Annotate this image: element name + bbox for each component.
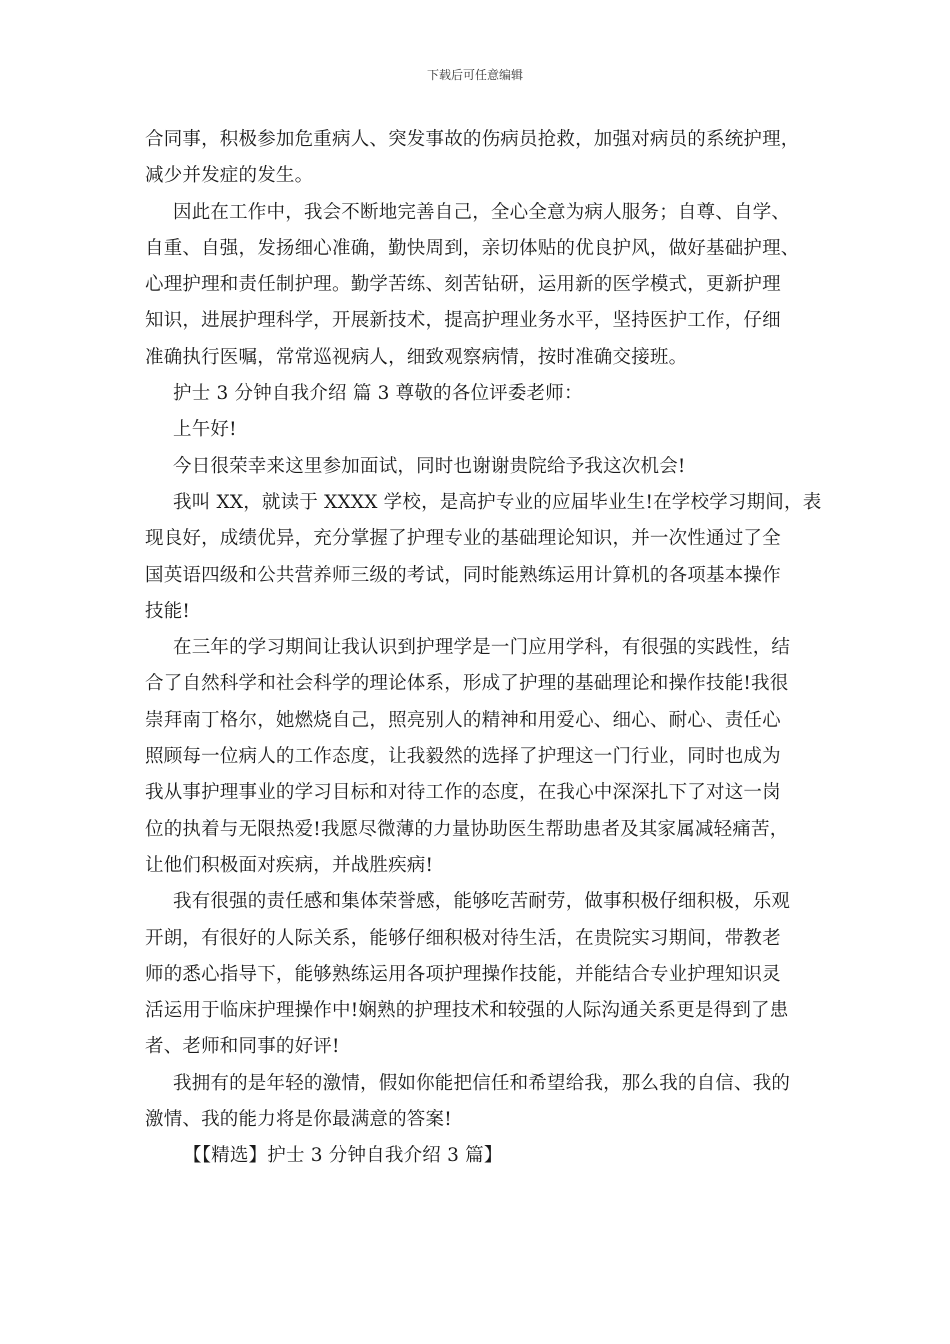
text-line: 位的执着与无限热爱!我愿尽微薄的力量协助医生帮助患者及其家属减轻痛苦， bbox=[145, 818, 789, 840]
text-line: 心理护理和责任制护理。勤学苦练、刻苦钻研，运用新的医学模式，更新护理 bbox=[145, 274, 781, 296]
text-line: 活运用于临床护理操作中!娴熟的护理技术和较强的人际沟通关系更是得到了患 bbox=[145, 1000, 789, 1022]
text-line: 者、老师和同事的好评! bbox=[145, 1036, 340, 1058]
text-line: 照顾每一位病人的工作态度，让我毅然的选择了护理这一门行业，同时也成为 bbox=[145, 746, 781, 768]
text-line: 技能! bbox=[145, 600, 191, 622]
text-line: 因此在工作中，我会不断地完善自己，全心全意为病人服务；自尊、自学、 bbox=[173, 201, 791, 223]
document-body bbox=[145, 122, 835, 1175]
text-line: 合同事，积极参加危重病人、突发事故的伤病员抢救，加强对病员的系统护理， bbox=[145, 129, 800, 150]
text-line: 我有很强的责任感和集体荣誉感，能够吃苦耐劳，做事积极仔细积极，乐观 bbox=[173, 891, 791, 913]
text-line: 我拥有的是年轻的激情，假如你能把信任和希望给我，那么我的自信、我的 bbox=[173, 1072, 791, 1094]
text-line: 今日很荣幸来这里参加面试，同时也谢谢贵院给予我这次机会! bbox=[173, 455, 686, 477]
text-line: 护士 3 分钟自我介绍 篇 3 尊敬的各位评委老师： bbox=[173, 383, 583, 405]
text-line: 合了自然科学和社会科学的理论体系，形成了护理的基础理论和操作技能!我很 bbox=[145, 673, 789, 695]
text-line: 准确执行医嘱，常常巡视病人，细致观察病情，按时准确交接班。 bbox=[145, 346, 688, 368]
text-line: 我叫 XX，就读于 XXXX 学校，是高护专业的应届毕业生!在学校学习期间，表 bbox=[173, 491, 822, 513]
text-line: 国英语四级和公共营养师三级的考试，同时能熟练运用计算机的各项基本操作 bbox=[145, 564, 781, 586]
text-line: 知识，进展护理科学，开展新技术，提高护理业务水平，坚持医护工作，仔细 bbox=[145, 310, 781, 332]
text-line: 激情、我的能力将是你最满意的答案! bbox=[145, 1109, 452, 1131]
text-line: 让他们积极面对疾病，并战胜疾病! bbox=[145, 854, 434, 876]
page-header: 下载后可任意编辑 bbox=[426, 68, 523, 82]
text-line: 上午好! bbox=[173, 419, 237, 441]
text-line: 我从事护理事业的学习目标和对待工作的态度，在我心中深深扎下了对这一岗 bbox=[145, 782, 781, 804]
text-line: 师的悉心指导下，能够熟练运用各项护理操作技能，并能结合专业护理知识灵 bbox=[145, 963, 781, 985]
text-line: 自重、自强，发扬细心准确，勤快周到，亲切体贴的优良护风，做好基础护理、 bbox=[145, 237, 800, 259]
text-line: 开朗，有很好的人际关系，能够仔细积极对待生活，在贵院实习期间，带教老 bbox=[145, 927, 781, 949]
text-line: 崇拜南丁格尔，她燃烧自己，照亮别人的精神和用爱心、细心、耐心、责任心 bbox=[145, 709, 781, 731]
text-line: 【【精选】护士 3 分钟自我介绍 3 篇】 bbox=[183, 1145, 503, 1167]
text-line: 减少并发症的发生。 bbox=[145, 165, 314, 187]
text-line: 在三年的学习期间让我认识到护理学是一门应用学科，有很强的实践性，结 bbox=[173, 637, 791, 659]
text-line: 现良好，成绩优异，充分掌握了护理专业的基础理论知识，并一次性通过了全 bbox=[145, 528, 781, 550]
